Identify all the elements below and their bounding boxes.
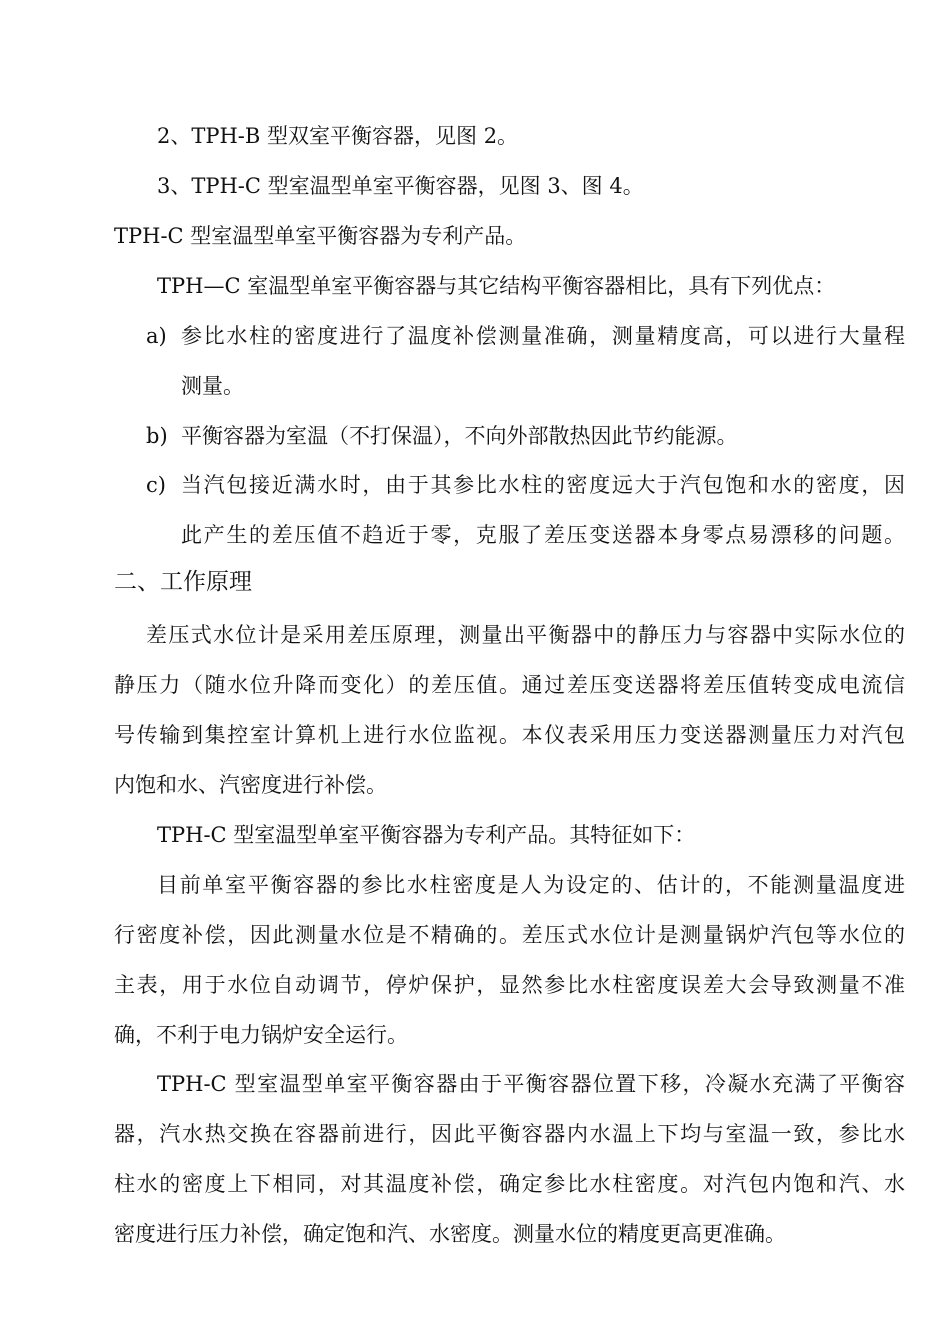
para4-line-3: 柱水的密度上下相同，对其温度补偿，确定参比水柱密度。对汽包内饱和汽、水 [114, 1172, 905, 1196]
para1-line-2: 静压力（随水位升降而变化）的差压值。通过差压变送器将差压值转变成电流信 [114, 673, 905, 697]
item-2-line: 2、TPH-B 型双室平衡容器，见图 2。 [157, 124, 519, 148]
advantage-a-label: a) [146, 324, 167, 348]
section-heading: 二、工作原理 [114, 569, 252, 595]
advantage-b-line-1: 平衡容器为室温（不打保温），不向外部散热因此节约能源。 [181, 424, 738, 448]
patent-note: TPH-C 型室温型单室平衡容器为专利产品。 [114, 224, 527, 248]
para3-line-2: 行密度补偿，因此测量水位是不精确的。差压式水位计是测量锅炉汽包等水位的 [114, 923, 905, 947]
para4-line-2: 器，汽水热交换在容器前进行，因此平衡容器内水温上下均与室温一致，参比水 [114, 1122, 905, 1146]
advantage-c-line-1: 当汽包接近满水时，由于其参比水柱的密度远大于汽包饱和水的密度，因 [181, 473, 905, 497]
para3-line-1: 目前单室平衡容器的参比水柱密度是人为设定的、估计的，不能测量温度进 [157, 873, 905, 897]
advantages-intro: TPH—C 室温型单室平衡容器与其它结构平衡容器相比，具有下列优点： [157, 274, 836, 298]
para4-line-4: 密度进行压力补偿，确定饱和汽、水密度。测量水位的精度更高更准确。 [114, 1222, 786, 1246]
para3-line-4: 确，不利于电力锅炉安全运行。 [114, 1023, 408, 1047]
advantage-c-label: c) [146, 473, 166, 497]
advantage-a-line-1: 参比水柱的密度进行了温度补偿测量准确，测量精度高，可以进行大量程 [181, 324, 905, 348]
para3-line-3: 主表，用于水位自动调节，停炉保护，显然参比水柱密度误差大会导致测量不准 [114, 973, 905, 997]
advantage-c-line-2: 此产生的差压值不趋近于零，克服了差压变送器本身零点易漂移的问题。 [181, 523, 905, 547]
para2: TPH-C 型室温型单室平衡容器为专利产品。其特征如下： [157, 823, 696, 847]
para1-line-3: 号传输到集控室计算机上进行水位监视。本仪表采用压力变送器测量压力对汽包 [114, 723, 905, 747]
para1-line-1: 差压式水位计是采用差压原理，测量出平衡器中的静压力与容器中实际水位的 [146, 623, 905, 647]
para4-line-1: TPH-C 型室温型单室平衡容器由于平衡容器位置下移，冷凝水充满了平衡容 [157, 1072, 905, 1096]
advantage-b-label: b) [146, 424, 168, 448]
advantage-a-line-2: 测量。 [181, 374, 244, 398]
para1-line-4: 内饱和水、汽密度进行补偿。 [114, 773, 387, 797]
item-3-line: 3、TPH-C 型室温型单室平衡容器，见图 3、图 4。 [157, 174, 644, 198]
